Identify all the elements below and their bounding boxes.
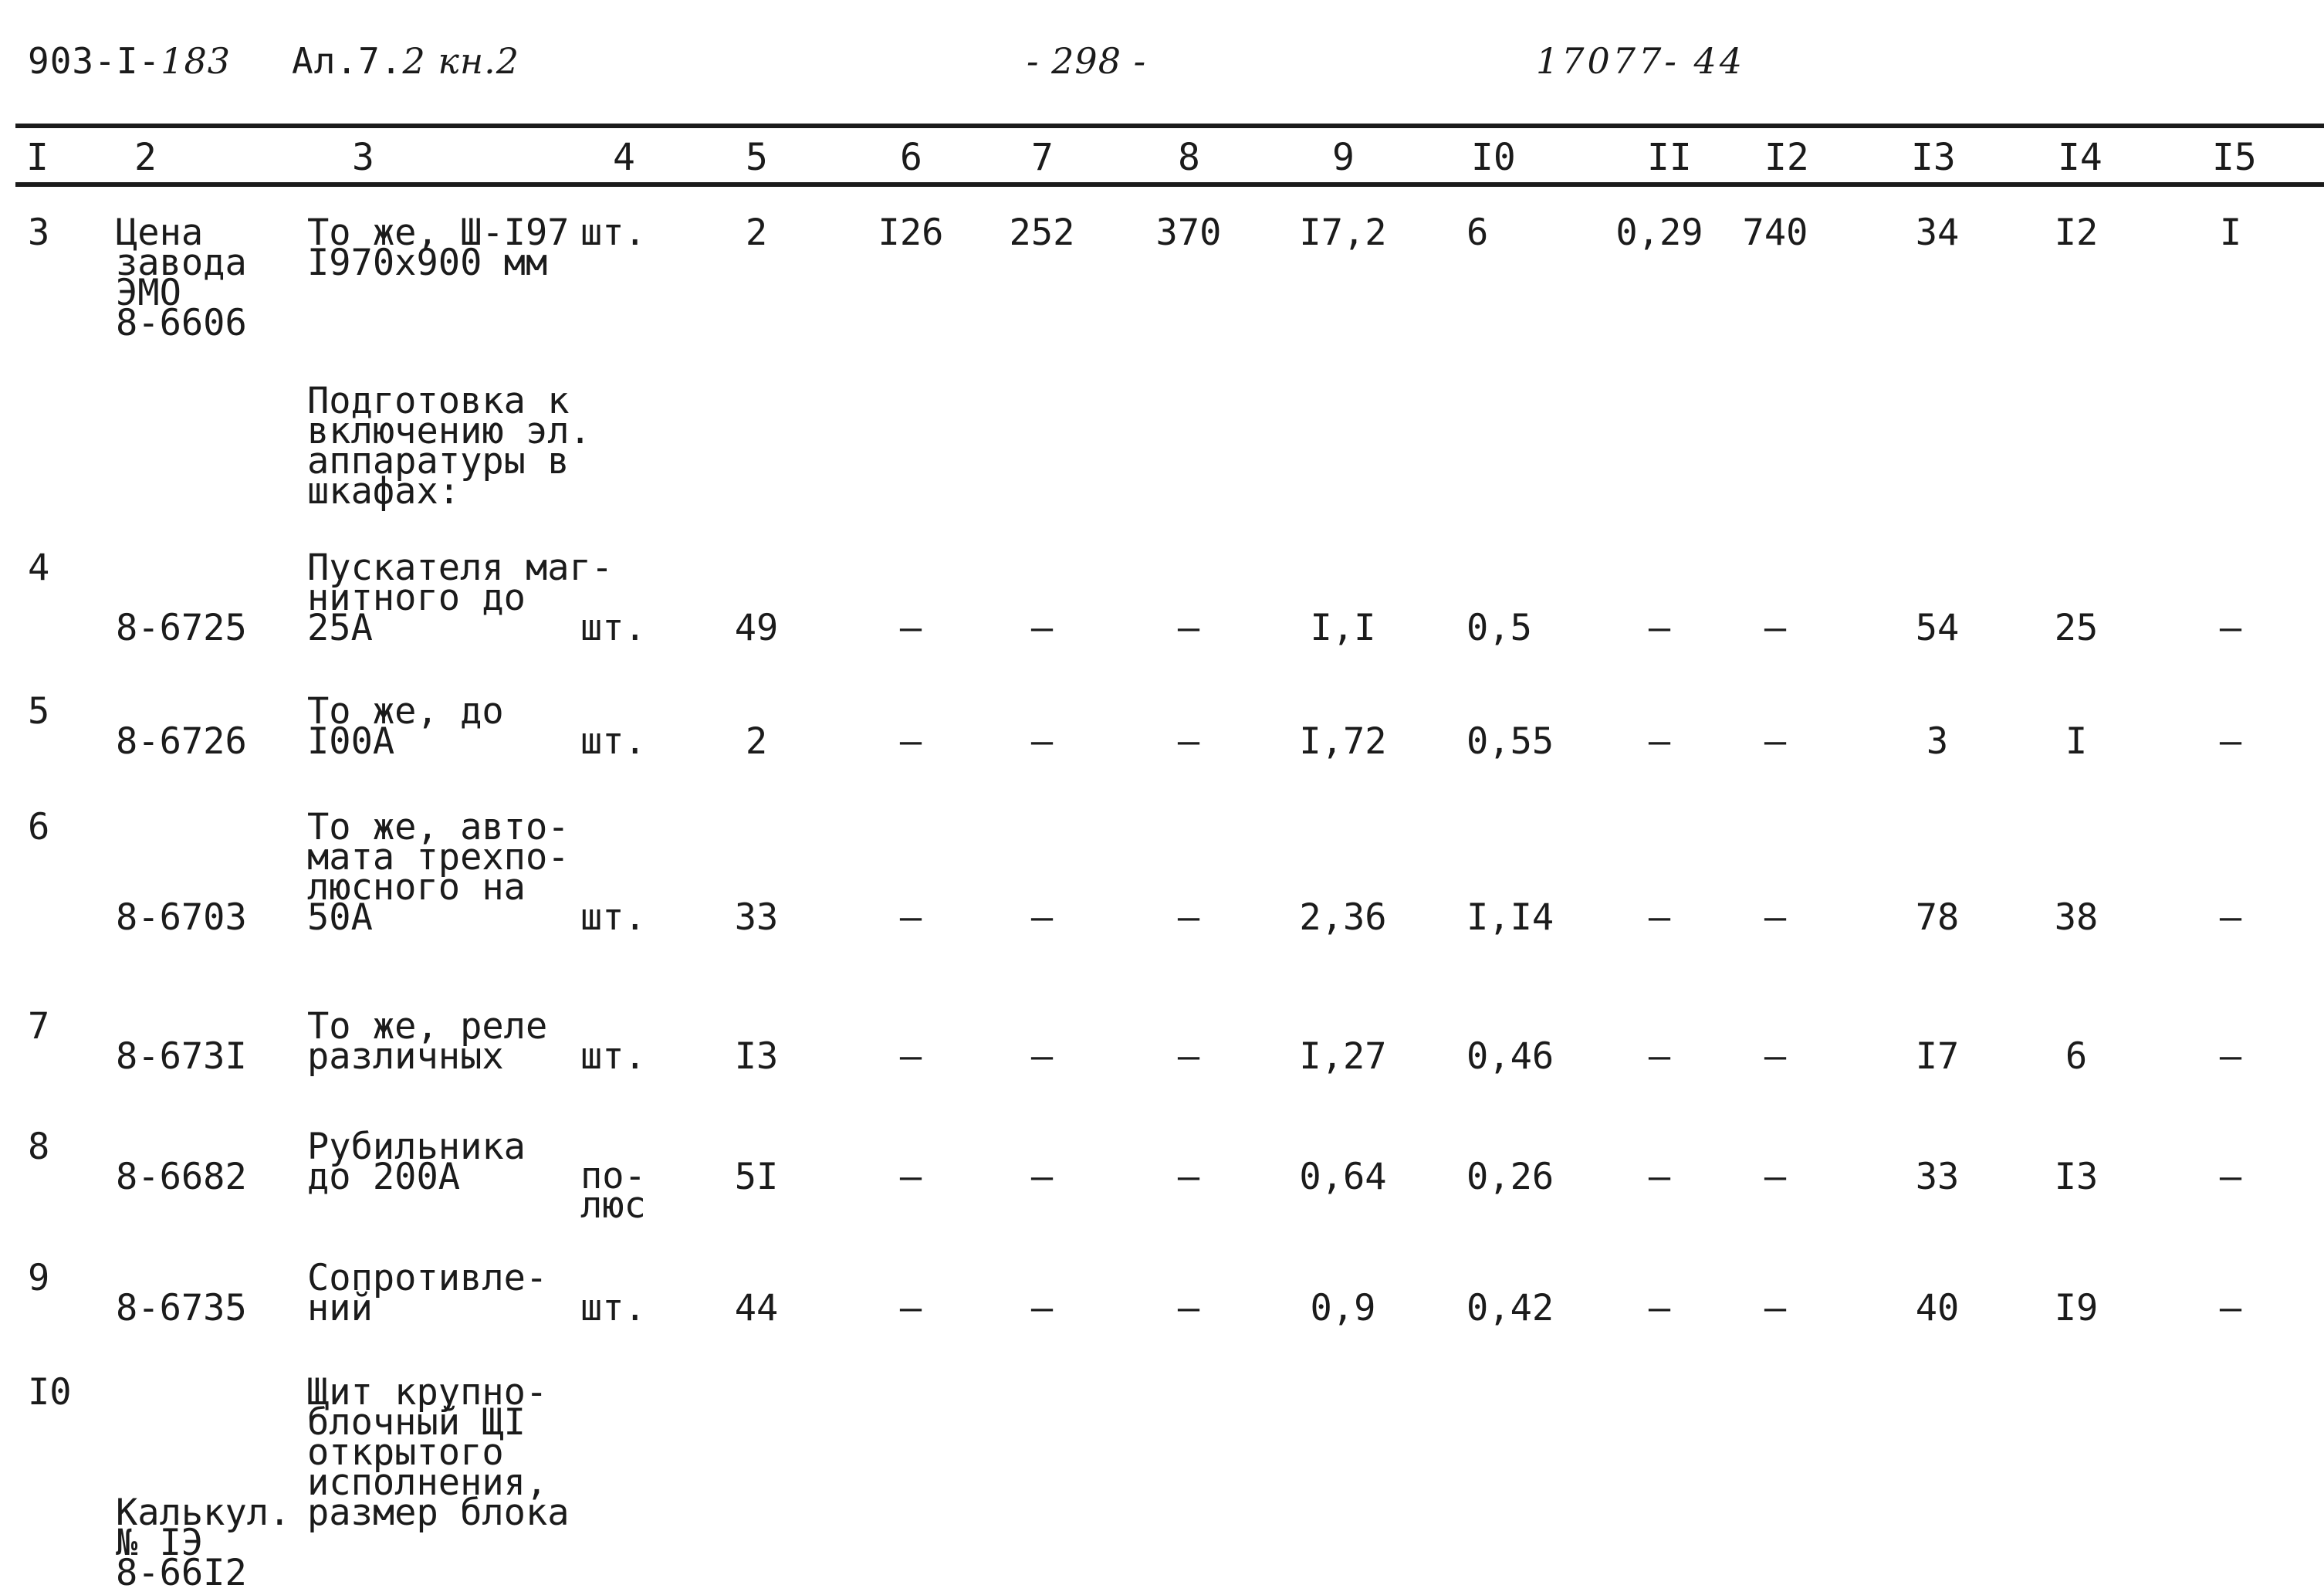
cell-name: То же, до I00А [307, 690, 504, 763]
cell-c8: – [1177, 1156, 1200, 1198]
cell-c9: 0,64 [1299, 1156, 1387, 1198]
cell-c12: – [1764, 896, 1787, 939]
cell-c6: – [899, 607, 922, 649]
cell-c12: – [1764, 1156, 1787, 1198]
cell-no: I0 [28, 1371, 72, 1414]
cell-name: Рубильника до 200А [307, 1126, 526, 1198]
cell-c11: – [1648, 1156, 1671, 1198]
cell-code: 8-6726 [116, 720, 247, 763]
top-rule [15, 124, 2324, 128]
cell-unit: шт. [580, 1287, 646, 1329]
cell-c13: I7 [1915, 1035, 1960, 1078]
cell-name: То же, авто- мата трехпо- люсного на 50А [307, 806, 570, 939]
column-number-11: II [1647, 136, 1692, 179]
album-handwritten: 2 кн.2 [402, 40, 520, 82]
cell-c15: – [2219, 1287, 2242, 1329]
cell-c10: 0,26 [1466, 1156, 1554, 1198]
cell-c8: – [1177, 720, 1200, 763]
cell-c5: 49 [734, 607, 779, 649]
cell-c14: I [2065, 720, 2088, 763]
column-number-10: I0 [1471, 136, 1516, 179]
cell-code: 8-6725 [116, 607, 247, 649]
cell-c13: 34 [1915, 212, 1960, 254]
cell-c13: 40 [1915, 1287, 1960, 1329]
cell-c6: – [899, 1035, 922, 1078]
cell-c9: 0,9 [1310, 1287, 1376, 1329]
cell-c11: – [1648, 607, 1671, 649]
cell-c12: 740 [1742, 212, 1808, 254]
cell-c5: 2 [745, 720, 768, 763]
cell-c15: – [2219, 1035, 2242, 1078]
cell-c8: – [1177, 1035, 1200, 1078]
cell-unit: по- люс [580, 1155, 646, 1227]
column-number-4: 4 [613, 136, 635, 179]
cell-c14: 25 [2054, 607, 2099, 649]
cell-c10: 0,46 [1466, 1035, 1554, 1078]
album-prefix: Ал.7. [292, 40, 403, 82]
cell-c10: 0,42 [1466, 1287, 1554, 1329]
cell-c7: – [1030, 1156, 1054, 1198]
cell-c15: I [2219, 212, 2242, 254]
cell-c9: I,27 [1299, 1035, 1387, 1078]
cell-c5: I3 [734, 1035, 779, 1078]
cell-c11: – [1648, 1035, 1671, 1078]
album-code [292, 40, 519, 82]
cell-no: 4 [28, 547, 50, 589]
cell-unit: шт. [580, 896, 646, 939]
cell-c12: – [1764, 1035, 1787, 1078]
cell-c6: – [899, 896, 922, 939]
cell-c15: – [2219, 1156, 2242, 1198]
cell-code: Калькул. № IЭ 8-66I2 [116, 1492, 291, 1594]
cell-code: 8-6682 [116, 1156, 247, 1198]
cell-c9: I7,2 [1299, 212, 1387, 254]
cell-c7: 252 [1009, 212, 1075, 254]
cell-c15: – [2219, 896, 2242, 939]
cell-c15: – [2219, 720, 2242, 763]
cell-c5: 5I [734, 1156, 779, 1198]
cell-c9: I,72 [1299, 720, 1387, 763]
cell-c12: – [1764, 720, 1787, 763]
column-number-14: I4 [2058, 136, 2102, 179]
cell-c8: – [1177, 607, 1200, 649]
cell-code: 8-673I [116, 1035, 247, 1078]
cell-c13: 33 [1915, 1156, 1960, 1198]
column-number-5: 5 [746, 136, 768, 179]
cell-c5: 2 [745, 212, 768, 254]
document-number: 17077- 44 [1536, 40, 1746, 82]
series-prefix: 903-I- [28, 40, 161, 82]
page-number: - 298 - [1027, 40, 1147, 82]
cell-c13: 3 [1926, 720, 1949, 763]
column-number-12: I2 [1764, 136, 1809, 179]
cell-name: Пускателя маг- нитного до 25А [307, 547, 614, 649]
cell-c10: 0,5 [1466, 607, 1532, 649]
cell-unit: шт. [580, 212, 646, 254]
column-number-7: 7 [1031, 136, 1054, 179]
cell-c7: – [1030, 1287, 1054, 1329]
cell-c5: 44 [734, 1287, 779, 1329]
cell-name: То же, реле различных [307, 1005, 548, 1078]
cell-no: 5 [28, 690, 50, 733]
column-number-3: 3 [352, 136, 374, 179]
column-number-13: I3 [1911, 136, 1956, 179]
cell-c14: 6 [2065, 1035, 2088, 1078]
cell-c6: – [899, 1287, 922, 1329]
cell-c5: 33 [734, 896, 779, 939]
cell-c11: 0,29 [1615, 212, 1703, 254]
header-rule [15, 182, 2324, 187]
cell-c13: 54 [1915, 607, 1960, 649]
series-handwritten: 183 [161, 40, 231, 82]
cell-c14: I3 [2054, 1156, 2099, 1198]
cell-c9: I,I [1310, 607, 1376, 649]
cell-name: Подготовка к включению эл. аппаратуры в шкафах: [307, 380, 591, 513]
cell-no: 3 [28, 212, 50, 254]
cell-c11: – [1648, 896, 1671, 939]
cell-name: Сопротивле- ний [307, 1257, 548, 1329]
column-number-9: 9 [1332, 136, 1355, 179]
cell-c10: 0,55 [1466, 720, 1554, 763]
cell-no: 9 [28, 1257, 50, 1299]
cell-c7: – [1030, 1035, 1054, 1078]
cell-c7: – [1030, 896, 1054, 939]
cell-c6: I26 [878, 212, 944, 254]
column-number-6: 6 [900, 136, 922, 179]
cell-c10: 6 [1466, 212, 1489, 254]
cell-c7: – [1030, 720, 1054, 763]
cell-code: Цена завода ЭМО 8-6606 [116, 212, 247, 344]
cell-c12: – [1764, 607, 1787, 649]
cell-name: То же, Ш-I97 I970х900 мм [307, 212, 570, 284]
cell-c8: 370 [1155, 212, 1222, 254]
cell-c6: – [899, 720, 922, 763]
cell-c14: I9 [2054, 1287, 2099, 1329]
cell-code: 8-6735 [116, 1287, 247, 1329]
cell-no: 6 [28, 806, 50, 848]
cell-c11: – [1648, 720, 1671, 763]
cell-c12: – [1764, 1287, 1787, 1329]
cell-unit: шт. [580, 720, 646, 763]
cell-no: 7 [28, 1005, 50, 1048]
cell-c13: 78 [1915, 896, 1960, 939]
column-number-1: I [26, 136, 49, 179]
cell-c6: – [899, 1156, 922, 1198]
cell-c14: I2 [2054, 212, 2099, 254]
cell-c8: – [1177, 896, 1200, 939]
cell-c10: I,I4 [1466, 896, 1554, 939]
cell-name: Щит крупно- блочный ЩI открытого исполнения, размер блока [307, 1371, 570, 1534]
cell-c9: 2,36 [1299, 896, 1387, 939]
cell-code: 8-6703 [116, 896, 247, 939]
cell-c11: – [1648, 1287, 1671, 1329]
cell-c15: – [2219, 607, 2242, 649]
column-number-2: 2 [134, 136, 157, 179]
column-number-15: I5 [2212, 136, 2257, 179]
cell-c8: – [1177, 1287, 1200, 1329]
cell-unit: шт. [580, 607, 646, 649]
cell-c7: – [1030, 607, 1054, 649]
cell-no: 8 [28, 1126, 50, 1168]
cell-unit: шт. [580, 1035, 646, 1078]
series-code [28, 40, 231, 82]
column-number-8: 8 [1178, 136, 1200, 179]
cell-c14: 38 [2054, 896, 2099, 939]
